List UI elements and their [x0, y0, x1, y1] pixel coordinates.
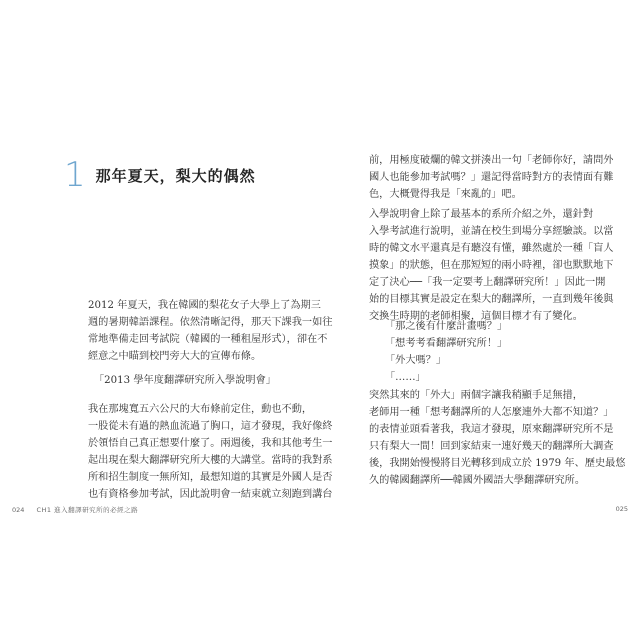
dialogue-quotes [385, 318, 507, 386]
right-paragraph-1 [369, 152, 614, 203]
text-line: 我在那塊寬五六公尺的大布條前定住，動也不動， [88, 404, 313, 415]
page-number: 024 [12, 506, 25, 514]
text-line: 久的韓國翻譯所──韓國外國語大學翻譯研究所。 [369, 475, 586, 486]
text-line: 的表情並頭看著我，我這才發現，原來翻譯研究所不是 [369, 424, 614, 435]
left-paragraph-1 [88, 297, 333, 365]
text-line: 定了決心──「我一定要考上翻譯研究所！」因此一開 [369, 277, 606, 288]
text-line: 突然其來的「外大」兩個字讓我稍顯手足無措， [369, 390, 583, 401]
left-paragraph-2 [88, 401, 333, 503]
chapter-number: 1 [64, 155, 86, 195]
text-line: 「2013 學年度翻譯研究所入學說明會」 [94, 375, 276, 386]
text-line: 於領悟自己真正想要什麼了。兩週後，我和其他考生一 [88, 438, 333, 449]
running-chapter-label: CH1 進入翻譯研究所的必經之路 [36, 506, 139, 514]
chapter-heading [64, 155, 256, 195]
text-line: 常地準備走回考試院（韓國的一種租屋形式），卻在不 [88, 334, 328, 345]
text-line: 始的目標其實是設定在梨大的翻譯所，一直到幾年後與 [369, 294, 614, 305]
text-line: 週的暑期韓語課程。依然清晰記得，那天下課我一如往 [88, 317, 333, 328]
text-line: 前，用極度破爛的韓文拼湊出一句「老師你好，請問外 [369, 155, 614, 166]
text-line: 老師用一種「想考翻譯所的人怎麼連外大都不知道？」 [369, 407, 614, 418]
text-line: 也有資格參加考試，因此說明會一結束就立刻跑到講台 [88, 489, 333, 500]
text-line: 入學說明會上除了最基本的系所介紹之外，還針對 [369, 209, 594, 220]
text-line: 經意之中瞄到校門旁大大的宣傳布條。 [88, 351, 262, 362]
text-line: 時的韓文水平還真是有聽沒有懂，雖然處於一種「盲人 [369, 243, 614, 254]
text-line: 後，我開始慢慢將目光轉移到成立於 1979 年、歷史最悠 [369, 458, 626, 469]
right-paragraph-2 [369, 206, 614, 325]
text-line: 入學考試進行說明，並請在校生到場分享經驗談。以當 [369, 226, 614, 237]
text-line: 起出現在梨大翻譯研究所大樓的大講堂。當時的我對系 [88, 455, 333, 466]
text-line: 摸象」的狀態，但在那短短的兩小時裡，卻也默默地下 [369, 260, 614, 271]
right-paragraph-3 [369, 387, 626, 489]
text-line: 一股從未有過的熱血流過了胸口，這才發現，我好像終 [88, 421, 333, 432]
text-line: 交換生時期的老師相聚，這個目標才有了變化。 [369, 311, 583, 322]
chapter-title: 那年夏天，梨大的偶然 [95, 166, 256, 185]
banner-quote [94, 372, 276, 389]
text-line: 2012 年夏天，我在韓國的梨花女子大學上了為期三 [88, 300, 321, 311]
dialogue-line: 「外大嗎？」 [385, 355, 447, 366]
text-line: 只有梨大一間！回到家結束一連好幾天的翻譯所大調查 [369, 441, 614, 452]
text-line: 國人也能參加考試嗎？」還記得當時對方的表情面有難 [369, 172, 614, 183]
dialogue-line: 「想考考看翻譯研究所！」 [385, 338, 508, 349]
text-line: 所和招生制度一無所知，最想知道的其實是外國人是否 [88, 472, 333, 483]
right-page [320, 0, 640, 640]
text-line: 色，大概覺得我是「來亂的」吧。 [369, 189, 522, 200]
right-footer [616, 505, 628, 513]
dialogue-line: 「那之後有什麼計畫嗎？」 [385, 321, 508, 332]
dialogue-line: 「……」 [385, 372, 426, 383]
page-number: 025 [615, 505, 628, 513]
left-footer [12, 505, 138, 514]
